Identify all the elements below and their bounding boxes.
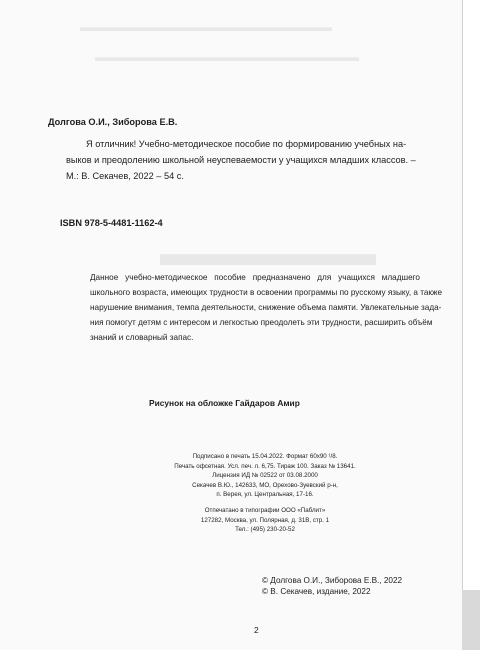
annotation-line: знаний и словарный запас. <box>90 333 194 342</box>
imprint-line: Подписано в печать 15.04.2022. Формат 60х90 ¹/8. <box>192 453 338 460</box>
copyright-line: © Долгова О.И., Зиборова Е.В., 2022 <box>262 576 403 585</box>
show-through-title: ▬▬▬▬▬▬ <box>160 232 376 273</box>
imprint-line: Секачев В.Ю., 142633, МО, Орехово-Зуевский р-н, <box>192 481 338 489</box>
printing-line: Тел.: (495) 230-20-52 <box>235 526 295 534</box>
copyright <box>262 575 402 597</box>
page-edge <box>462 590 480 650</box>
cover-credit: Рисунок на обложке Гайдаров Амир <box>149 398 300 408</box>
annotation <box>90 270 443 345</box>
authors: Долгова О.И., Зиборова Е.В. <box>48 117 178 127</box>
show-through-text: ▬▬▬▬▬▬▬▬▬▬▬▬▬▬▬▬▬▬▬▬▬ <box>80 20 332 34</box>
imprint <box>170 452 360 535</box>
book-description <box>66 136 436 184</box>
imprint-line: Лицензия ИД № 02522 от 03.08.2000 <box>212 472 318 480</box>
show-through-text: ▬▬▬▬▬▬▬▬▬▬▬▬▬▬▬▬▬▬▬▬▬▬ <box>95 50 359 64</box>
imprint-line: п. Верея, ул. Центральная, 17-16. <box>216 491 314 499</box>
isbn: ISBN 978-5-4481-1162-4 <box>60 218 163 228</box>
annotation-line: Данное учебно-методическое пособие предназначено для учащихся младшего <box>90 273 420 282</box>
copyright-line: © В. Секачев, издание, 2022 <box>262 587 371 596</box>
printing-line: Отпечатано в типографии ООО «Паблит» <box>204 506 326 514</box>
description-line: Я отличник! Учебно-методическое пособие по формированию учебных на- <box>86 139 407 149</box>
annotation-line: ния помогут детям с интересом и легкостью преодолеть эти трудности, расширить объём <box>90 318 433 327</box>
description-line: М.: В. Секачев, 2022 – 54 с. <box>66 171 184 181</box>
page-number: 2 <box>254 625 259 635</box>
annotation-line: школьного возраста, имеющих трудности в освоении программы по русскому языку, а также <box>90 288 443 297</box>
annotation-line: нарушение внимания, темпа деятельности, снижение объема памяти. Увлекательные зада- <box>90 303 442 312</box>
printing-line: 127282, Москва, ул. Полярная, д. 31В, стр. 1 <box>200 516 330 524</box>
description-line: выков и преодолению школьной неуспеваемости у учащихся младших классов. – <box>66 155 416 165</box>
imprint-line: Печать офсетная. Усл. печ. л. 6,75. Тираж 100. Заказ № 13641. <box>174 462 356 470</box>
